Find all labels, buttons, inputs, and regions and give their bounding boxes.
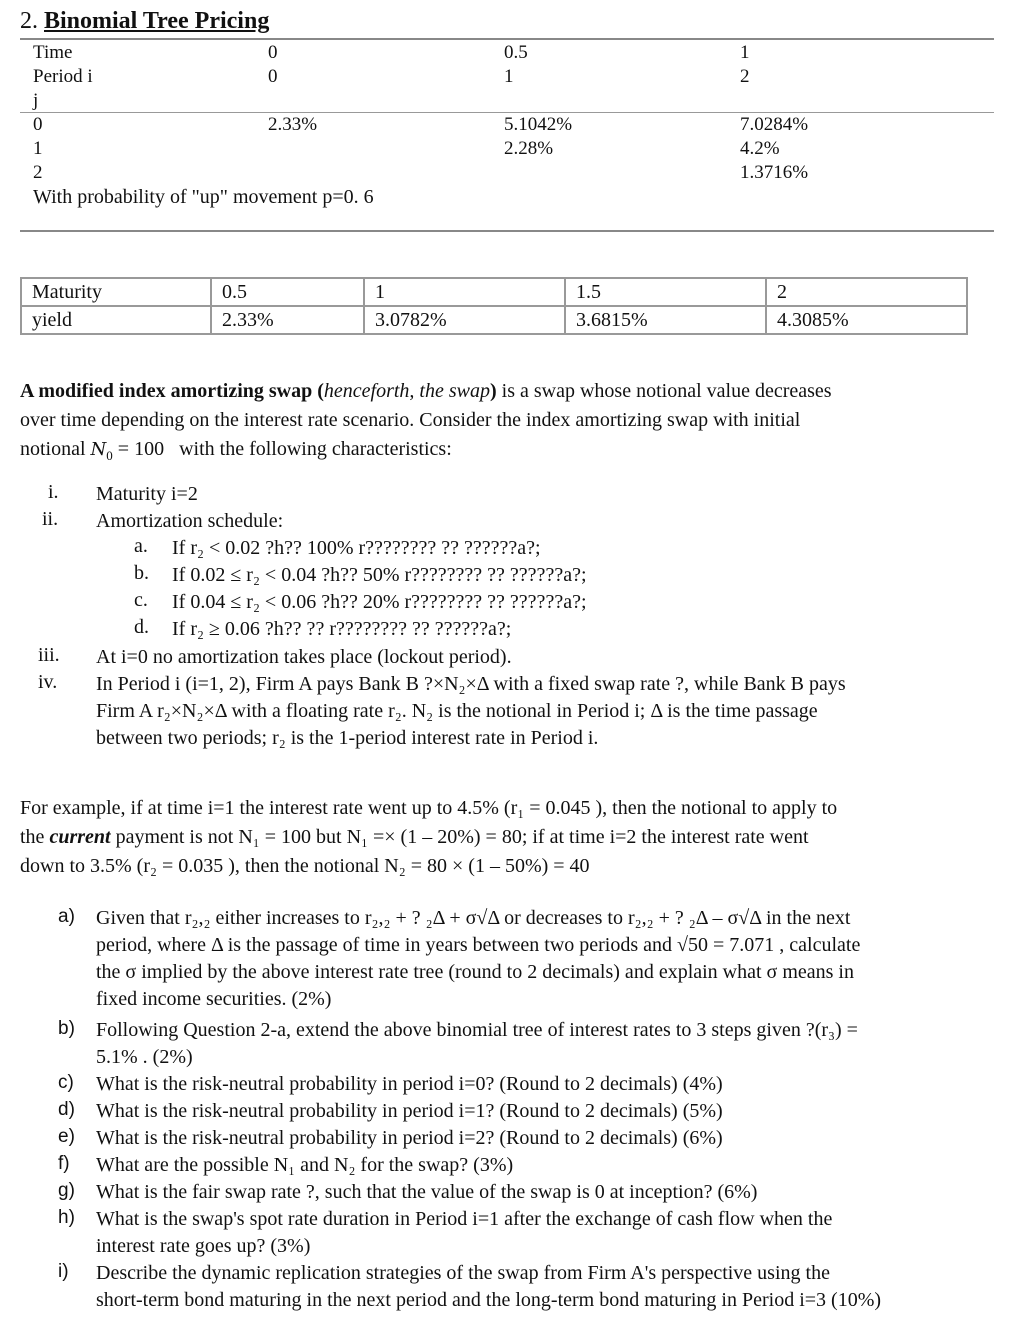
- table-cell: 1: [364, 278, 565, 306]
- question-i: [96, 1260, 996, 1314]
- question-line: Describe the dynamic replication strategies of the swap from Firm A's perspective using the: [96, 1262, 830, 1284]
- table-cell: 2.33%: [211, 306, 364, 334]
- example-line: down to 3.5% (r₂ = 0.035 ), then the notional N₂ = 80 × (1 – 50%) = 40: [20, 855, 590, 877]
- list-item: Maturity i=2: [96, 483, 198, 505]
- yield-table: [20, 277, 968, 335]
- intro-math: N: [90, 439, 107, 460]
- tree-period-label: Period i: [33, 66, 93, 87]
- schedule-letter: a.: [134, 535, 148, 557]
- divider: [20, 112, 994, 113]
- schedule-item: If r₂ ≥ 0.06 ?h?? ?? r???????? ?? ??????a?;: [172, 618, 512, 640]
- question-letter: c): [58, 1072, 74, 1093]
- schedule-item: If r₂ < 0.02 ?h?? 100% r???????? ?? ??????a?;: [172, 537, 541, 559]
- schedule-letter: b.: [134, 562, 149, 584]
- table-cell: 1.5: [565, 278, 766, 306]
- tree-node: 4.2%: [740, 138, 780, 159]
- example-line: [20, 823, 995, 852]
- question-line: the σ implied by the above interest rate tree (round to 2 decimals) and explain what σ means in: [96, 961, 854, 983]
- list-item: In Period i (i=1, 2), Firm A pays Bank B ?×N₂×Δ with a fixed swap rate ?, while Bank B pays: [96, 673, 846, 695]
- tree-row-j: 2: [33, 162, 43, 183]
- tree-time-2: 1: [740, 42, 750, 63]
- intro-line: over time depending on the interest rate scenario. Consider the index amortizing swap with initial: [20, 409, 801, 431]
- question-a: [96, 905, 996, 1013]
- example-text: the: [20, 826, 50, 848]
- divider: [20, 38, 994, 40]
- example-line: For example, if at time i=1 the interest rate went up to 4.5% (r₁ = 0.045 ), then the notional to apply to: [20, 797, 838, 819]
- tree-node: 1.3716%: [740, 162, 809, 183]
- tree-node: 7.0284%: [740, 114, 809, 135]
- probability-note: With probability of "up" movement p=0. 6: [33, 186, 374, 208]
- question-line: Following Question 2-a, extend the above binomial tree of interest rates to 3 steps given ?(r₃) =: [96, 1019, 858, 1041]
- question-h: [96, 1206, 996, 1260]
- question-letter: b): [58, 1018, 75, 1039]
- intro-eq: = 100: [112, 438, 165, 460]
- list-number: ii.: [42, 508, 59, 530]
- example-paragraph: [20, 794, 995, 881]
- list-item-continued: Firm A r₂×N₂×Δ with a floating rate r₂. N₂ is the notional in Period i; Δ is the time passage: [96, 700, 818, 722]
- question-d: What is the risk-neutral probability in period i=1? (Round to 2 decimals) (5%): [96, 1100, 723, 1122]
- section-number: 2.: [20, 8, 38, 34]
- tree-node: 2.28%: [504, 138, 554, 159]
- question-letter: a): [58, 906, 75, 927]
- list-number: i.: [48, 481, 59, 503]
- intro-italic: henceforth, the swap: [323, 380, 490, 402]
- question-e: What is the risk-neutral probability in period i=2? (Round to 2 decimals) (6%): [96, 1127, 723, 1149]
- question-g: What is the fair swap rate ?, such that the value of the swap is 0 at inception? (6%): [96, 1181, 758, 1203]
- schedule-item: If 0.04 ≤ r₂ < 0.06 ?h?? 20% r???????? ?? ??????a?;: [172, 591, 587, 613]
- tree-time-label: Time: [33, 42, 73, 63]
- intro-bold-lead: A modified index amortizing swap (: [20, 380, 324, 402]
- tree-node: 5.1042%: [504, 114, 573, 135]
- intro-bold-close: ): [490, 380, 497, 402]
- tree-node: 2.33%: [268, 114, 318, 135]
- question-letter: d): [58, 1099, 75, 1120]
- list-number: iii.: [38, 644, 60, 666]
- tree-period-2: 2: [740, 66, 750, 87]
- tree-row-j: 1: [33, 138, 43, 159]
- intro-text: notional: [20, 438, 86, 460]
- table-row: [21, 278, 967, 306]
- section-heading: Binomial Tree Pricing: [44, 8, 270, 34]
- table-cell: 4.3085%: [766, 306, 967, 334]
- question-line: What is the swap's spot rate duration in Period i=1 after the exchange of cash flow when the: [96, 1208, 833, 1230]
- question-line: Given that r₂,₂ either increases to r₂,₂ + ? ₂Δ + σ√Δ or decreases to r₂,₂ + ? ₂Δ – σ√Δ in the next: [96, 907, 851, 929]
- example-bold: current: [49, 826, 111, 848]
- question-letter: i): [58, 1261, 69, 1282]
- question-f: What are the possible N₁ and N₂ for the swap? (3%): [96, 1154, 514, 1176]
- intro-line: [20, 435, 995, 470]
- intro-paragraph: [20, 377, 995, 470]
- table-cell: 2: [766, 278, 967, 306]
- table-cell: 0.5: [211, 278, 364, 306]
- intro-sub: 0: [106, 448, 113, 463]
- question-letter: g): [58, 1180, 75, 1201]
- table-header: yield: [21, 306, 211, 334]
- schedule-item: If 0.02 ≤ r₂ < 0.04 ?h?? 50% r???????? ?? ??????a?;: [172, 564, 587, 586]
- tree-time-1: 0.5: [504, 42, 528, 63]
- question-line: 5.1% . (2%): [96, 1046, 193, 1068]
- list-item: At i=0 no amortization takes place (lockout period).: [96, 646, 512, 668]
- tree-time-0: 0: [268, 42, 278, 63]
- question-line: period, where Δ is the passage of time in years between two periods and √50 = 7.071 , calculate: [96, 934, 861, 956]
- question-c: What is the risk-neutral probability in period i=0? (Round to 2 decimals) (4%): [96, 1073, 723, 1095]
- list-number: iv.: [38, 671, 58, 693]
- tree-j-label: j: [33, 90, 39, 111]
- intro-line: [20, 377, 995, 406]
- table-cell: 3.6815%: [565, 306, 766, 334]
- list-item-continued: between two periods; r₂ is the 1-period interest rate in Period i.: [96, 727, 599, 749]
- example-text: payment is not N₁ = 100 but N₁ =× (1 – 20%) = 80; if at time i=2 the interest rate went: [110, 826, 809, 848]
- schedule-letter: d.: [134, 616, 149, 638]
- section-title: [20, 8, 269, 35]
- tree-row-j: 0: [33, 114, 43, 135]
- tree-period-1: 1: [504, 66, 514, 87]
- question-letter: e): [58, 1126, 75, 1147]
- question-line: fixed income securities. (2%): [96, 988, 332, 1010]
- list-item: Amortization schedule:: [96, 510, 284, 532]
- table-header: Maturity: [21, 278, 211, 306]
- table-cell: 3.0782%: [364, 306, 565, 334]
- question-letter: h): [58, 1207, 75, 1228]
- question-b: [96, 1017, 996, 1071]
- question-letter: f): [58, 1153, 70, 1174]
- schedule-letter: c.: [134, 589, 148, 611]
- intro-text: with the following characteristics:: [179, 438, 452, 460]
- table-row: [21, 306, 967, 334]
- divider: [20, 230, 994, 232]
- question-line: short-term bond maturing in the next period and the long-term bond maturing in Period i=3 (10%): [96, 1289, 882, 1311]
- tree-period-0: 0: [268, 66, 278, 87]
- question-line: interest rate goes up? (3%): [96, 1235, 311, 1257]
- intro-rest: is a swap whose notional value decreases: [496, 380, 832, 402]
